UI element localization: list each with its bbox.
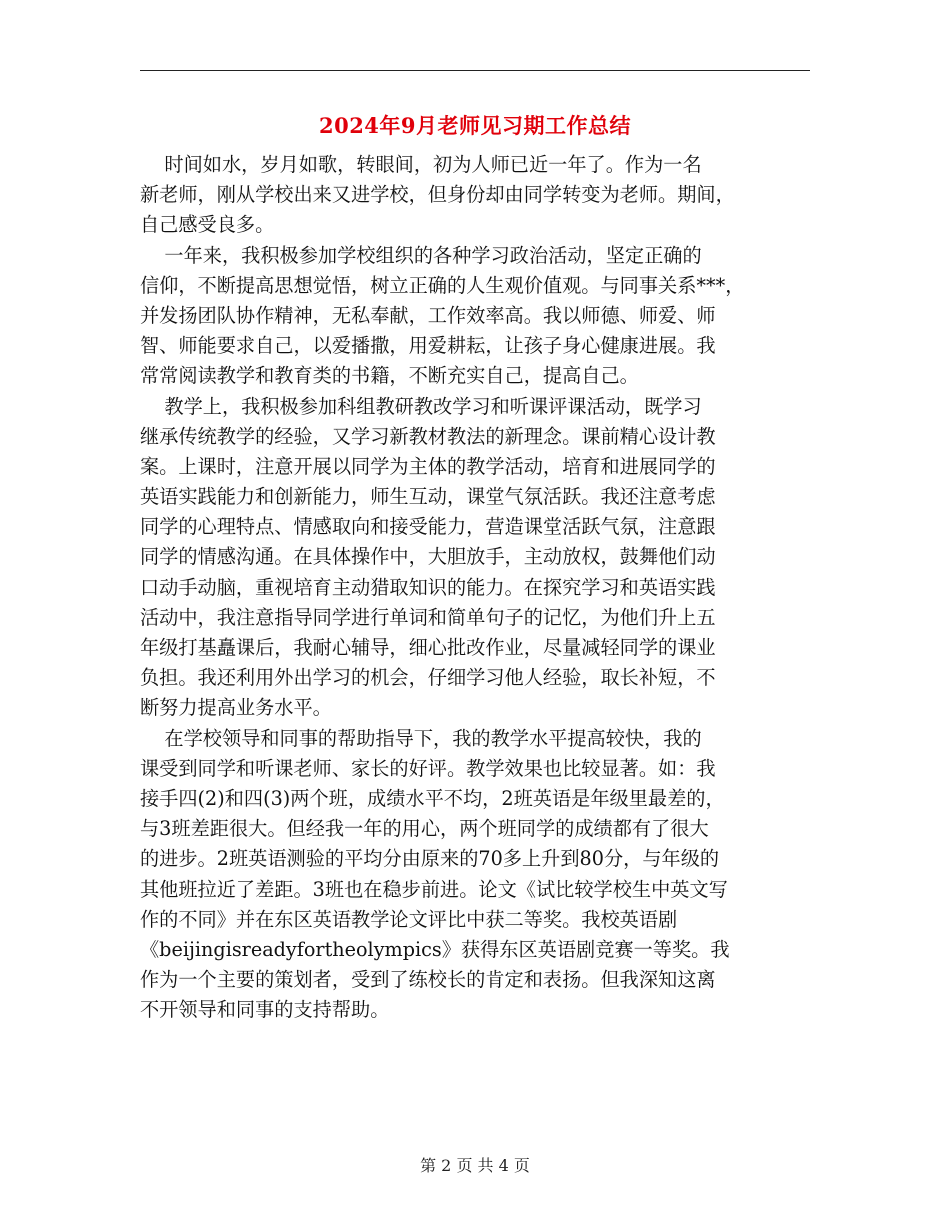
text-line: 与3班差距很大。但经我一年的用心，两个班同学的成绩都有了很大 [140, 817, 709, 841]
text-line: 课受到同学和听课老师、家长的好评。教学效果也比较显著。如：我 [140, 756, 716, 780]
text-line: 同学的心理特点、情感取向和接受能力，营造课堂活跃气氛，注意跟 [140, 515, 716, 539]
text-line: 其他班拉近了差距。3班也在稳步前进。论文《试比较学校生中英文写 [140, 877, 728, 901]
text-line: 同学的情感沟通。在具体操作中，大胆放手，主动放权，鼓舞他们动 [140, 545, 716, 569]
text-line: 负担。我还利用外出学习的机会，仔细学习他人经验，取长补短，不 [140, 666, 716, 690]
text-line: 口动手动脑，重视培育主动猎取知识的能力。在探究学习和英语实践 [140, 575, 716, 599]
text-line: 年级打基矗课后，我耐心辅导，细心批改作业，尽量减轻同学的课业 [140, 636, 716, 659]
text-line: 作为一个主要的策划者，受到了练校长的肯定和表扬。但我深知这离 [140, 968, 716, 992]
text-line: 时间如水，岁月如歌，转眼间，初为人师已近一年了。作为一名 [140, 153, 702, 176]
text-line: 常常阅读教学和教育类的书籍，不断充实自己，提高自己。 [140, 364, 639, 388]
text-line: 并发扬团队协作精神，无私奉献，工作效率高。我以师德、师爱、师 [140, 303, 716, 327]
text-line: 作的不同》并在东区英语教学论文评比中获二等奖。我校英语剧 [140, 907, 678, 931]
text-line: 的进步。2班英语测验的平均分由原来的70多上升到80分，与年级的 [140, 847, 720, 871]
document-title: 2024年9月老师见习期工作总结 [318, 113, 632, 138]
text-line: 新老师，刚从学校出来又进学校，但身份却由同学转变为老师。期间， [140, 183, 735, 207]
text-line: 自己感受良多。 [140, 213, 275, 237]
document-body [140, 150, 820, 1025]
text-line: 继承传统教学的经验，又学习新教材教法的新理念。课前精心设计教 [140, 424, 716, 448]
header-rule [140, 70, 810, 71]
text-line: 断努力提高业务水平。 [140, 696, 332, 720]
text-line: 活动中，我注意指导同学进行单词和简单句子的记忆，为他们升上五 [140, 605, 716, 629]
text-line: 接手四(2)和四(3)两个班，成绩水平不均，2班英语是年级里最差的， [140, 786, 725, 810]
text-line: 智、师能要求自己，以爱播撒，用爱耕耘，让孩子身心健康进展。我 [140, 334, 716, 358]
text-line: 一年来，我积极参加学校组织的各种学习政治活动，坚定正确的 [140, 243, 702, 267]
text-line: 信仰，不断提高思想觉悟，树立正确的人生观价值观。与同事关系***， [140, 273, 745, 297]
text-line: 《beijingisreadyfortheolympics》获得东区英语剧竞赛一等奖。我 [140, 937, 730, 961]
page-footer: 第 2 页 共 4 页 [420, 1156, 530, 1175]
text-line: 案。上课时，注意开展以同学为主体的教学活动，培育和进展同学的 [140, 454, 716, 478]
text-line: 英语实践能力和创新能力，师生互动，课堂气氛活跃。我还注意考虑 [140, 485, 716, 509]
text-line: 不开领导和同事的支持帮助。 [140, 998, 390, 1022]
text-line: 教学上，我积极参加科组教研教改学习和听课评课活动，既学习 [140, 394, 702, 418]
text-line: 在学校领导和同事的帮助指导下，我的教学水平提高较快，我的 [140, 726, 702, 750]
